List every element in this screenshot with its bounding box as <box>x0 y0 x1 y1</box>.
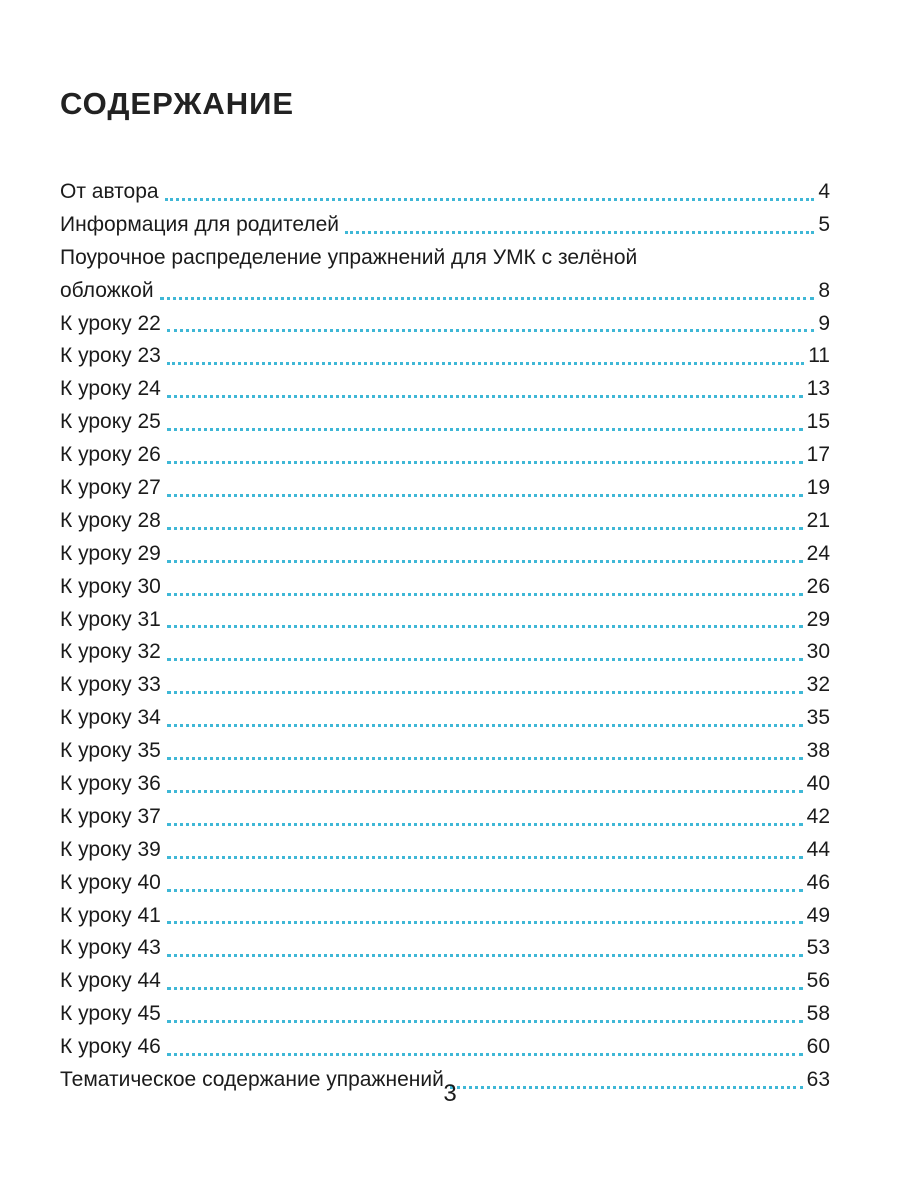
toc-entry <box>60 1031 830 1064</box>
dot-leader <box>167 1053 803 1056</box>
dot-leader <box>167 921 803 924</box>
toc-entry-title-line1: Поурочное распределение упражнений для УМК с зелёной <box>60 245 638 269</box>
toc-entry-title: К уроку 36 <box>60 772 161 796</box>
toc-entry-page: 21 <box>806 508 830 532</box>
page-title: СОДЕРЖАНИЕ <box>60 86 295 121</box>
dot-leader <box>167 527 803 530</box>
dot-leader <box>167 1020 803 1023</box>
toc-entry-title: К уроку 22 <box>60 311 161 335</box>
toc-entry-title: К уроку 26 <box>60 443 161 467</box>
toc-entry-page: 4 <box>818 180 830 203</box>
toc-entry-page: 63 <box>806 1068 830 1092</box>
toc-entry <box>60 340 830 373</box>
dot-leader <box>167 625 803 628</box>
page-number: 3 <box>443 1080 457 1107</box>
toc-entry <box>60 801 830 834</box>
dot-leader <box>167 329 815 332</box>
toc-entry-page: 53 <box>806 936 830 960</box>
toc-entry <box>60 604 830 637</box>
toc-entry-title: К уроку 27 <box>60 476 161 500</box>
toc-entry-title: К уроку 34 <box>60 706 161 730</box>
toc-entry-title: К уроку 25 <box>60 410 161 434</box>
toc-entry <box>60 768 830 801</box>
toc-entry <box>60 472 830 505</box>
toc-entry-page: 29 <box>806 607 830 631</box>
toc-entry-first-line <box>60 242 830 275</box>
dot-leader <box>167 889 803 892</box>
toc-entry-title: К уроку 43 <box>60 936 161 960</box>
toc-entry-title: К уроку 28 <box>60 508 161 532</box>
dot-leader <box>167 362 804 365</box>
toc-entry-title: От автора <box>60 180 159 203</box>
dot-leader <box>165 198 815 201</box>
dot-leader <box>167 856 803 859</box>
toc-entry <box>60 505 830 538</box>
dot-leader <box>167 987 803 990</box>
toc-entry-title: К уроку 37 <box>60 804 161 828</box>
toc-entry <box>60 571 830 604</box>
toc-entry <box>60 834 830 867</box>
dot-leader <box>167 494 803 497</box>
toc-entry-page: 60 <box>806 1035 830 1059</box>
toc-entry-page: 13 <box>806 377 830 401</box>
dot-leader <box>167 658 803 661</box>
toc-entry-page: 11 <box>808 344 830 368</box>
toc-entry <box>60 439 830 472</box>
dot-leader <box>167 790 803 793</box>
dot-leader <box>167 724 803 727</box>
toc-entry-page: 9 <box>818 311 830 335</box>
toc-entry-page: 42 <box>806 804 830 828</box>
toc-entry <box>60 275 830 308</box>
dot-leader <box>167 428 803 431</box>
toc-entry-title: К уроку 32 <box>60 640 161 664</box>
toc-entry <box>60 308 830 341</box>
toc-entry-title: обложкой <box>60 278 154 302</box>
toc-entry-title: К уроку 29 <box>60 541 161 565</box>
toc-entry-page: 17 <box>806 443 830 467</box>
toc-entry-page: 32 <box>806 673 830 697</box>
dot-leader <box>160 297 815 300</box>
toc-entry-page: 46 <box>806 870 830 894</box>
toc-entry-title: Информация для родителей <box>60 212 340 236</box>
toc-entry-title: К уроку 39 <box>60 837 161 861</box>
toc-entry-title: К уроку 23 <box>60 344 161 368</box>
toc-entry <box>60 702 830 735</box>
toc-entry <box>60 965 830 998</box>
dot-leader <box>167 593 803 596</box>
toc-entry <box>60 406 830 439</box>
toc-entry-page: 44 <box>806 837 830 861</box>
toc-entry-title: К уроку 46 <box>60 1035 161 1059</box>
toc-entry <box>60 636 830 669</box>
toc-entry-page: 5 <box>818 212 830 236</box>
toc-entry <box>60 538 830 571</box>
toc-entry <box>60 867 830 900</box>
toc-entry-page: 56 <box>806 969 830 993</box>
dot-leader <box>345 231 814 234</box>
toc-entry-title: К уроку 35 <box>60 739 161 763</box>
toc-entry-title: К уроку 41 <box>60 903 161 927</box>
toc-entry-title: Тематическое содержание упражнений <box>60 1068 444 1092</box>
toc-entry <box>60 373 830 406</box>
toc-entry-page: 38 <box>806 739 830 763</box>
toc-entry-page: 19 <box>806 476 830 500</box>
toc-entry-page: 8 <box>818 278 830 302</box>
toc-entry <box>60 209 830 242</box>
toc-entry-page: 26 <box>806 574 830 598</box>
toc-entry-title: К уроку 30 <box>60 574 161 598</box>
toc-entry <box>60 669 830 702</box>
toc-entry-page: 15 <box>806 410 830 434</box>
dot-leader <box>167 823 803 826</box>
toc-entry-title: К уроку 33 <box>60 673 161 697</box>
toc-entry-title: К уроку 31 <box>60 607 161 631</box>
dot-leader <box>167 954 803 957</box>
toc-entry-title: К уроку 45 <box>60 1002 161 1026</box>
toc-entry-title: К уроку 24 <box>60 377 161 401</box>
toc-entry <box>60 900 830 933</box>
toc-entry-page: 49 <box>806 903 830 927</box>
dot-leader <box>167 395 803 398</box>
toc-entry-page: 24 <box>806 541 830 565</box>
toc-entry-page: 30 <box>806 640 830 664</box>
toc-entry <box>60 735 830 768</box>
dot-leader <box>167 757 803 760</box>
toc-entry-title: К уроку 40 <box>60 870 161 894</box>
toc-entry <box>60 998 830 1031</box>
toc-entry-page: 35 <box>806 706 830 730</box>
toc-entry <box>60 932 830 965</box>
dot-leader <box>167 691 803 694</box>
toc-entry-page: 40 <box>806 772 830 796</box>
toc-entry-title: К уроку 44 <box>60 969 161 993</box>
toc-entry <box>60 176 830 209</box>
table-of-contents <box>60 176 830 1097</box>
dot-leader <box>167 560 803 563</box>
dot-leader <box>167 461 803 464</box>
toc-entry-page: 58 <box>806 1002 830 1026</box>
